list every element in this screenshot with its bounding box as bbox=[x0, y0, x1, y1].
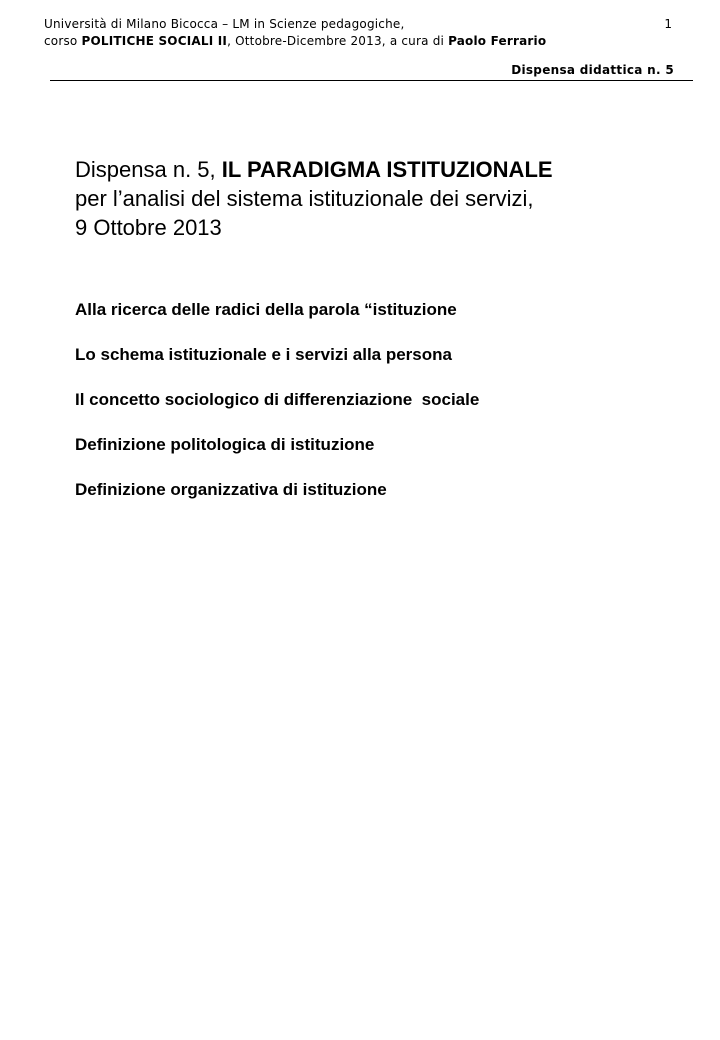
table-of-contents bbox=[75, 298, 675, 523]
toc-item: Il concetto sociologico di differenziazione sociale bbox=[75, 390, 480, 409]
toc-item: Lo schema istituzionale e i servizi alla persona bbox=[75, 345, 452, 364]
header-divider bbox=[50, 80, 693, 81]
header-course-prefix: corso bbox=[44, 34, 82, 48]
toc-item: Definizione politologica di istituzione bbox=[75, 435, 375, 454]
header-course-name: POLITICHE SOCIALI II bbox=[81, 34, 228, 48]
header-course-dates: , Ottobre-Dicembre 2013, a cura di bbox=[227, 34, 449, 48]
title-line-2: per l’analisi del sistema istituzionale dei servizi, bbox=[75, 186, 534, 211]
title-line-1 bbox=[75, 155, 675, 184]
document-label: Dispensa didattica n. 5 bbox=[511, 63, 674, 77]
title-date: 9 Ottobre 2013 bbox=[75, 215, 222, 240]
header-author: Paolo Ferrario bbox=[448, 34, 547, 48]
toc-item: Alla ricerca delle radici della parola “istituzione bbox=[75, 300, 457, 319]
header-course-line bbox=[44, 33, 694, 50]
toc-item: Definizione organizzativa di istituzione bbox=[75, 480, 387, 499]
page-number: 1 bbox=[664, 17, 672, 31]
document-title bbox=[75, 155, 675, 242]
title-prefix: Dispensa n. 5, bbox=[75, 157, 222, 182]
page-header bbox=[44, 16, 694, 50]
title-main: IL PARADIGMA ISTITUZIONALE bbox=[221, 157, 553, 182]
header-university-line: Università di Milano Bicocca – LM in Scienze pedagogiche, bbox=[44, 17, 405, 31]
